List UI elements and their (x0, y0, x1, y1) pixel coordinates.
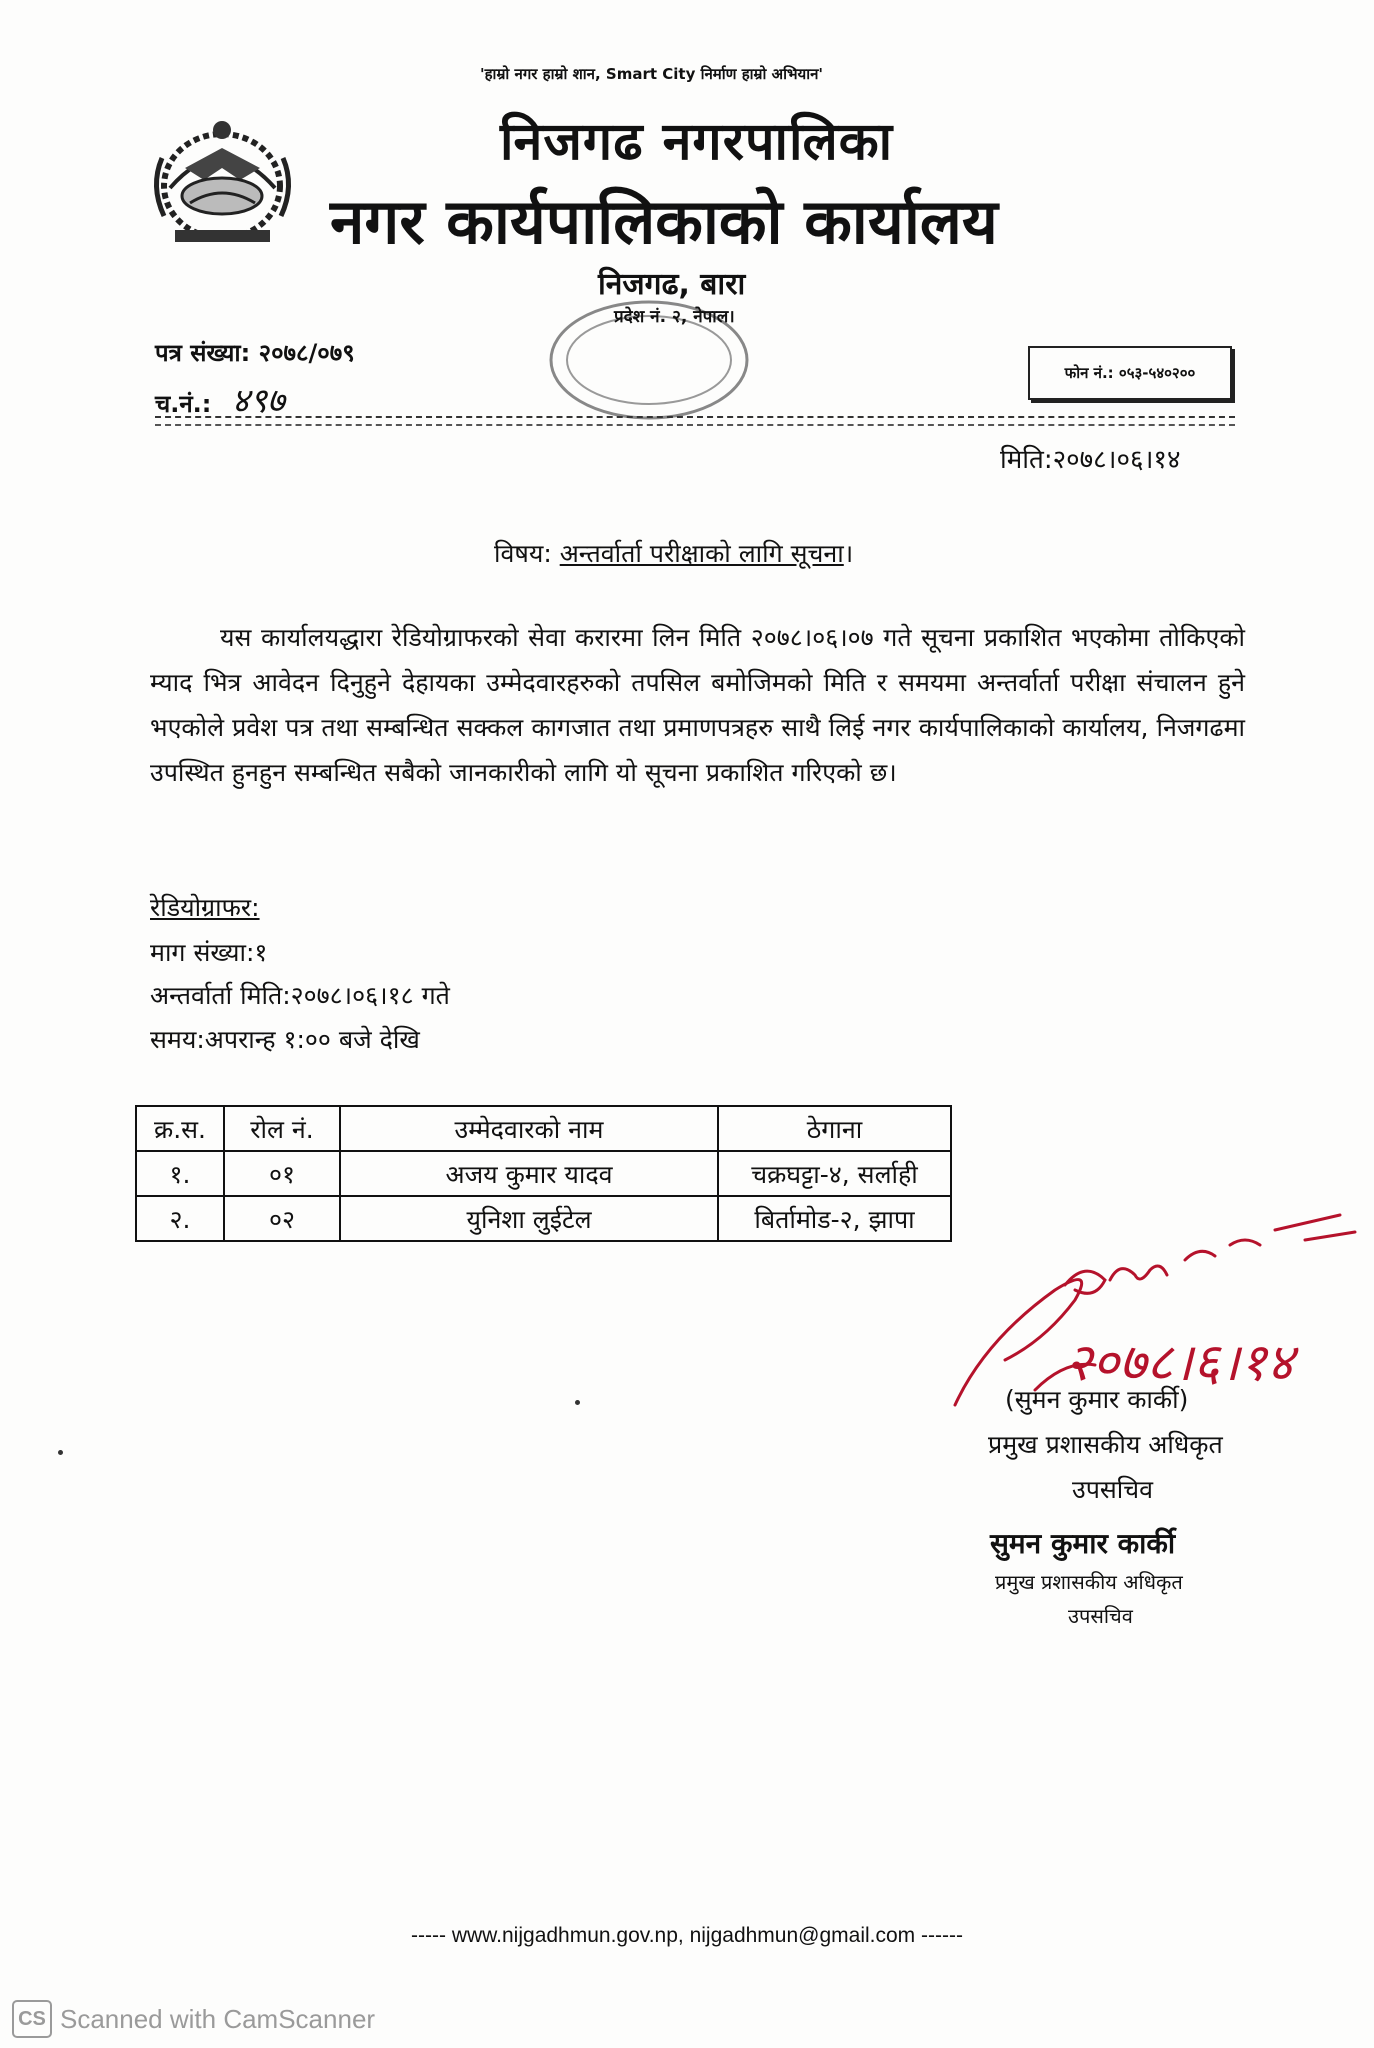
camscanner-text: Scanned with CamScanner (60, 2003, 376, 2034)
header-divider (155, 416, 1235, 418)
cell-name: अजय कुमार यादव (340, 1151, 718, 1196)
subject-end: । (843, 539, 854, 568)
cell-roll: ०२ (224, 1196, 340, 1241)
office-address: निजगढ, बारा (598, 267, 746, 302)
name-stamp: सुमन कुमार कार्की (990, 1527, 1176, 1560)
signatory-subtitle: उपसचिव (1072, 1475, 1154, 1504)
cell-address: चक्रघट्टा-४, सर्लाही (718, 1151, 951, 1196)
post-time: समय:अपरान्ह १:०० बजे देखि (150, 1025, 420, 1054)
table-header-row (136, 1106, 951, 1151)
signatory-name: (सुमन कुमार कार्की) (1005, 1385, 1189, 1414)
dispatch-number-label: च.नं.: (155, 390, 212, 418)
camscanner-watermark (12, 2000, 375, 2038)
post-interview-date: अन्तर्वार्ता मिति:२०७८।०६।१८ गते (150, 981, 450, 1010)
cell-name: युनिशा लुईटेल (340, 1196, 718, 1241)
header-divider-secondary (155, 424, 1235, 426)
cell-roll: ०१ (224, 1151, 340, 1196)
letter-number-label: पत्र संख्या: (155, 339, 251, 367)
subject-label: विषय: (494, 539, 552, 568)
col-header-sn: क्र.स. (136, 1106, 224, 1151)
name-stamp-subtitle: उपसचिव (1068, 1604, 1133, 1628)
table-row (136, 1151, 951, 1196)
letter-date: मिति:२०७८।०६।१४ (1000, 445, 1181, 475)
scan-speck (58, 1450, 63, 1455)
candidate-table (135, 1105, 952, 1242)
nepal-emblem-icon (140, 108, 305, 258)
subject-line (494, 536, 853, 570)
post-heading: रेडियोग्राफर: (150, 893, 260, 922)
col-header-name: उम्मेदवारको नाम (340, 1106, 718, 1151)
letter-number-value: २०७८/०७९ (258, 339, 355, 367)
office-name: नगर कार्यपालिकाको कार्यालय (330, 185, 998, 258)
letter-number (155, 336, 355, 369)
post-demand: माग संख्या:१ (150, 938, 268, 967)
cell-sn: १. (136, 1151, 224, 1196)
notice-body: यस कार्यालयद्धारा रेडियोग्राफरको सेवा करारमा लिन मिति २०७८।०६।०७ गते सूचना प्रकाशित भएकोमा तोकिएको म्याद भित्र आवेदन दिनुहुने देहायका उम्मेदवारहरुको तपसिल बमोजिमको मिति र समयमा अन्तर्वार्ता परीक्षा संचालन हुने भएकोले प्रवेश पत्र तथा सम्बन्धित सक्कल कागजात तथा प्रमाणपत्रहरु साथै लिई नगर कार्यपालिकाको कार्यालय, निजगढमा उपस्थित हुनहुन सम्बन्धित सबैको जानकारीको लागि यो सूचना प्रकाशित गरिएको छ। (150, 623, 1245, 787)
name-stamp-title: प्रमुख प्रशासकीय अधिकृत (995, 1570, 1183, 1594)
cell-sn: २. (136, 1196, 224, 1241)
office-province: प्रदेश नं. २, नेपाल। (614, 307, 735, 327)
col-header-roll: रोल नं. (224, 1106, 340, 1151)
subject-text: अन्तर्वार्ता परीक्षाको लागि सूचना (559, 539, 844, 568)
camscanner-logo-icon: CS (12, 2000, 52, 2038)
footer-contact: ----- www.nijgadhmun.gov.np, nijgadhmun@gmail.com ------ (411, 1924, 963, 1947)
municipality-name: निजगढ नगरपालिका (500, 112, 894, 172)
scan-speck (575, 1400, 580, 1405)
table-row (136, 1196, 951, 1241)
phone-box: फोन नं.: ०५३-५४०२०० (1028, 346, 1232, 400)
cell-address: बिर्तामोड-२, झापा (718, 1196, 951, 1241)
dispatch-number-value: ४९७ (231, 381, 285, 421)
signatory-title: प्रमुख प्रशासकीय अधिकृत (988, 1430, 1223, 1459)
header-motto: 'हाम्रो नगर हाम्रो शान, Smart City निर्माण हाम्रो अभियान' (480, 65, 824, 83)
handwritten-date: २०७८।६।१४ (1065, 1333, 1294, 1393)
col-header-address: ठेगाना (718, 1106, 951, 1151)
